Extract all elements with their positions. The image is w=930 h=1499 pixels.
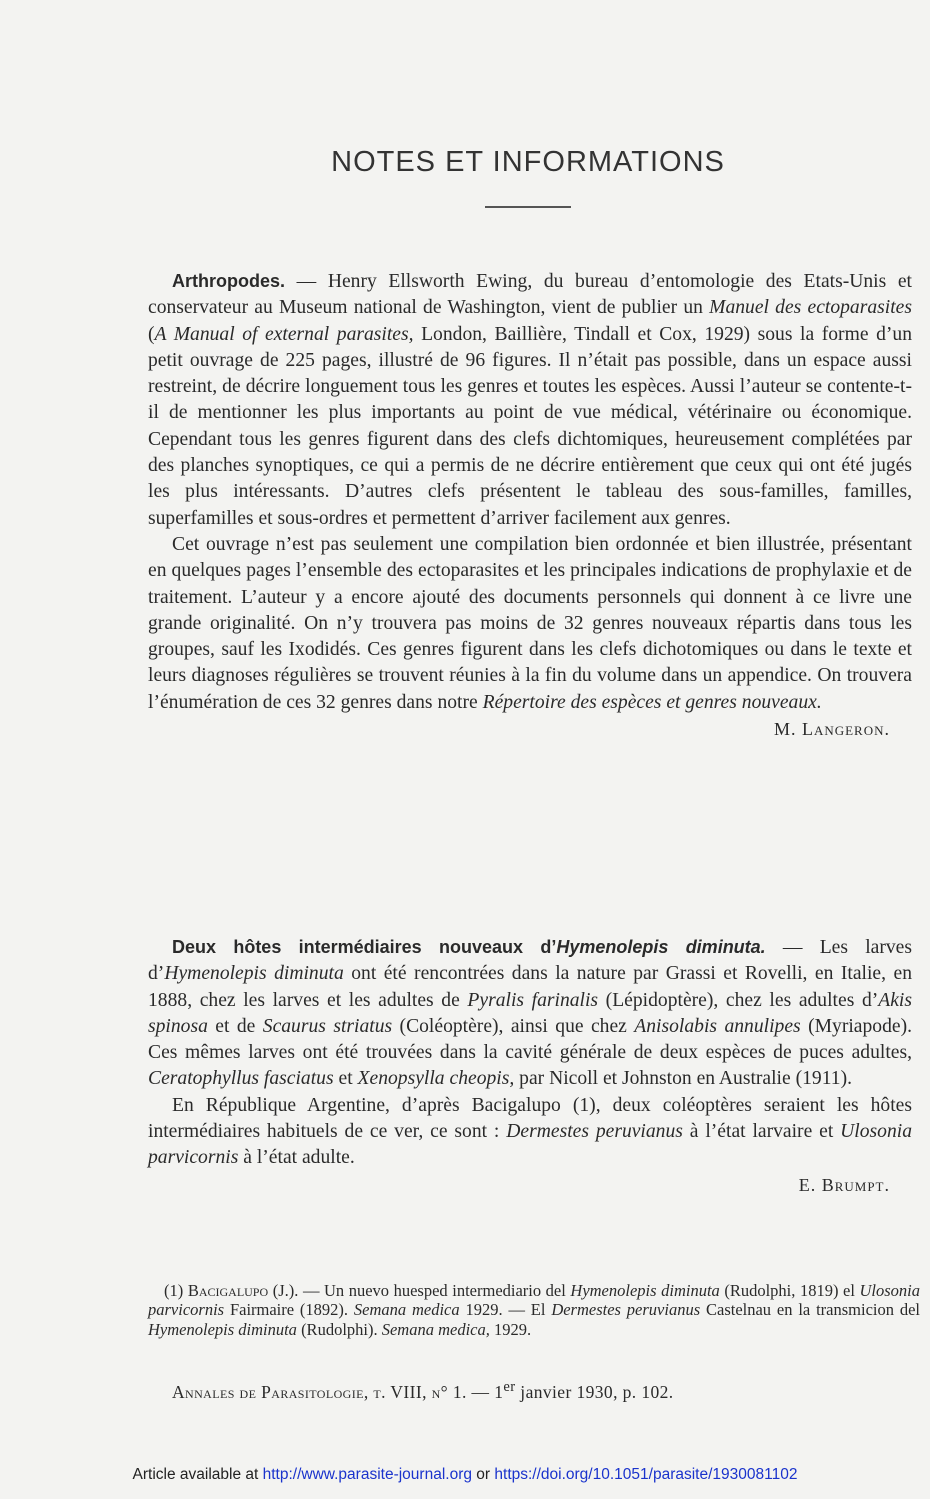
article2-signature: E. Brumpt. <box>798 1174 890 1195</box>
text-run: (Coléoptère), ainsi que chez <box>392 1015 635 1037</box>
article2-heading <box>172 937 766 957</box>
journal-name: Semana medica <box>353 1300 460 1320</box>
species-name: Hymenolepis diminuta <box>148 1319 297 1339</box>
species-name: Ceratophyllus fasciatus <box>148 1068 334 1090</box>
article2-paragraph-2 <box>148 1093 912 1172</box>
article1-paragraph-1 <box>148 268 912 532</box>
running-footer <box>172 1374 674 1405</box>
article-hymenolepis <box>148 934 912 1199</box>
text-run: En République Argentine, d’après Bacigalupo (1), deux coléoptères seraient les hôtes intermédiaires habituels de ce ver, ce sont : <box>148 1094 912 1143</box>
text-run: et <box>333 1068 358 1090</box>
text-run: Castelnau en la transmicion del <box>700 1300 920 1320</box>
text-run: ( <box>148 323 155 345</box>
text-run: Fairmaire (1892). <box>224 1300 354 1320</box>
text-run: et de <box>207 1015 263 1037</box>
title-rule <box>485 206 571 208</box>
text-run: 1929. — El <box>459 1300 552 1320</box>
footnote-text <box>148 1281 920 1339</box>
text-run: t. VIII, n° 1. — 1 <box>368 1381 504 1402</box>
text-run: — Henry Ellsworth Ewing, du bureau d’entomologie des Etats-Unis et conservateur au Museum national de Washington, vient de publier un <box>148 271 912 319</box>
species-name: Hymenolepis diminuta <box>164 963 344 985</box>
species-name: Akis spinosa <box>148 989 912 1037</box>
text-run: London, Baillière, Tindall et Cox, 1929) sous la forme d’un petit ouvrage de 225 pages, illustré de 96 figures. Il n’était pas possible, dans un espace aussi restreint, de décrire longuement tous les genres et toutes les espèces. Aussi l’auteur se contente-t-il de mentionner les plus importants au point de vue médical, vétérinaire ou économique. Cependant tous les genres figurent dans des clefs dichtomiques, heureusement complétées par des planches synoptiques, ce qui a permis de ne décrire entièrement que ceux qui ont été jugés les plus intéressants. D’autres clefs présentent le tableau des sous-familles, familles, superfamilles et sous-ordres et permettent d’arriver facilement aux genres. <box>148 323 912 529</box>
article-arthropodes <box>148 268 912 743</box>
footnote-author: Bacigalupo <box>187 1281 269 1300</box>
journal-link[interactable]: http://www.parasite-journal.org <box>262 1466 472 1483</box>
species-name: Anisolabis annulipes <box>634 1015 801 1037</box>
article2-paragraph-1 <box>148 934 912 1093</box>
heading-italic: Hymenolepis diminuta. <box>556 937 766 957</box>
text-run: (1) <box>164 1281 188 1300</box>
text-run: à l’état larvaire et <box>682 1121 841 1143</box>
species-name: Xenopsylla cheopis, <box>357 1068 515 1090</box>
doi-link[interactable]: https://doi.org/10.1051/parasite/1930081102 <box>494 1466 798 1483</box>
species-name: Ulosonia parvicornis <box>148 1121 912 1169</box>
italic-title: Répertoire des espèces et genres nouveaux. <box>482 691 822 713</box>
text-run: à l’état adulte. <box>238 1147 355 1169</box>
species-name: Dermestes peruvianus <box>506 1121 683 1143</box>
text-run: Cet ouvrage n’est pas seulement une compilation bien ordonnée et bien illustrée, présentant en quelques pages l’ensemble des ectoparasites et les principales indications de prophylaxie et de traitement. L’auteur y a encore ajouté des documents personnels qui donnent à ce livre une grande originalité. On n’y trouvera pas moins de 32 genres nouveaux répartis dans tous les groupes, sauf les Ixodidés. Ces genres figurent dans les clefs dichotomiques ou dans le texte et leurs diagnoses régulières se trouvent réunies à la fin du volume dans un appendice. On trouvera l’énumération de ces 32 genres dans notre <box>148 533 912 713</box>
text-run: — Les larves d’ <box>148 937 912 985</box>
text-run: (Myriapode). Ces mêmes larves ont été trouvées dans la cavité générale de deux espèces de puces adultes, <box>148 1015 912 1064</box>
footnote <box>148 1281 920 1339</box>
heading-text: Deux hôtes intermédiaires nouveaux d’ <box>172 937 557 957</box>
text-run: ont été rencontrées dans la nature par Grassi et Rovelli, en Italie, en 1888, chez les larves et les adultes de <box>148 963 912 1011</box>
species-name: Hymenolepis diminuta <box>570 1281 720 1300</box>
text-run: janvier 1930, p. 102. <box>515 1381 674 1402</box>
superscript: er <box>503 1379 516 1395</box>
italic-title: Manuel des ectoparasites <box>709 297 912 319</box>
journal-title: Annales de Parasitologie, <box>172 1381 369 1402</box>
text-run: 1929. <box>489 1319 532 1339</box>
article1-signature: M. Langeron. <box>773 719 890 740</box>
text-run: or <box>471 1466 495 1483</box>
text-run: (Rudolphi, 1819) el <box>719 1281 860 1300</box>
article1-paragraph-2 <box>148 532 912 716</box>
article1-heading: Arthropodes. <box>172 271 286 291</box>
text-run: (Rudolphi). <box>296 1319 382 1339</box>
species-name: Scaurus striatus <box>262 1015 393 1037</box>
italic-title: A Manual of external parasites, <box>154 323 414 345</box>
text-run: (J.). — Un nuevo huesped intermediario del <box>268 1281 571 1300</box>
availability-label: Article available at <box>132 1466 263 1483</box>
article-availability-line <box>0 1462 930 1488</box>
species-name: Ulosonia parvicornis <box>148 1281 920 1320</box>
species-name: Dermestes peruvianus <box>551 1300 701 1320</box>
species-name: Pyralis farinalis <box>467 989 599 1011</box>
text-run: (Lépidoptère), chez les adultes d’ <box>598 989 879 1011</box>
text-run: par Nicoll et Johnston en Australie (1911). <box>514 1068 853 1090</box>
journal-name: Semana medica, <box>381 1319 490 1339</box>
page-title: NOTES ET INFORMATIONS <box>331 146 725 178</box>
